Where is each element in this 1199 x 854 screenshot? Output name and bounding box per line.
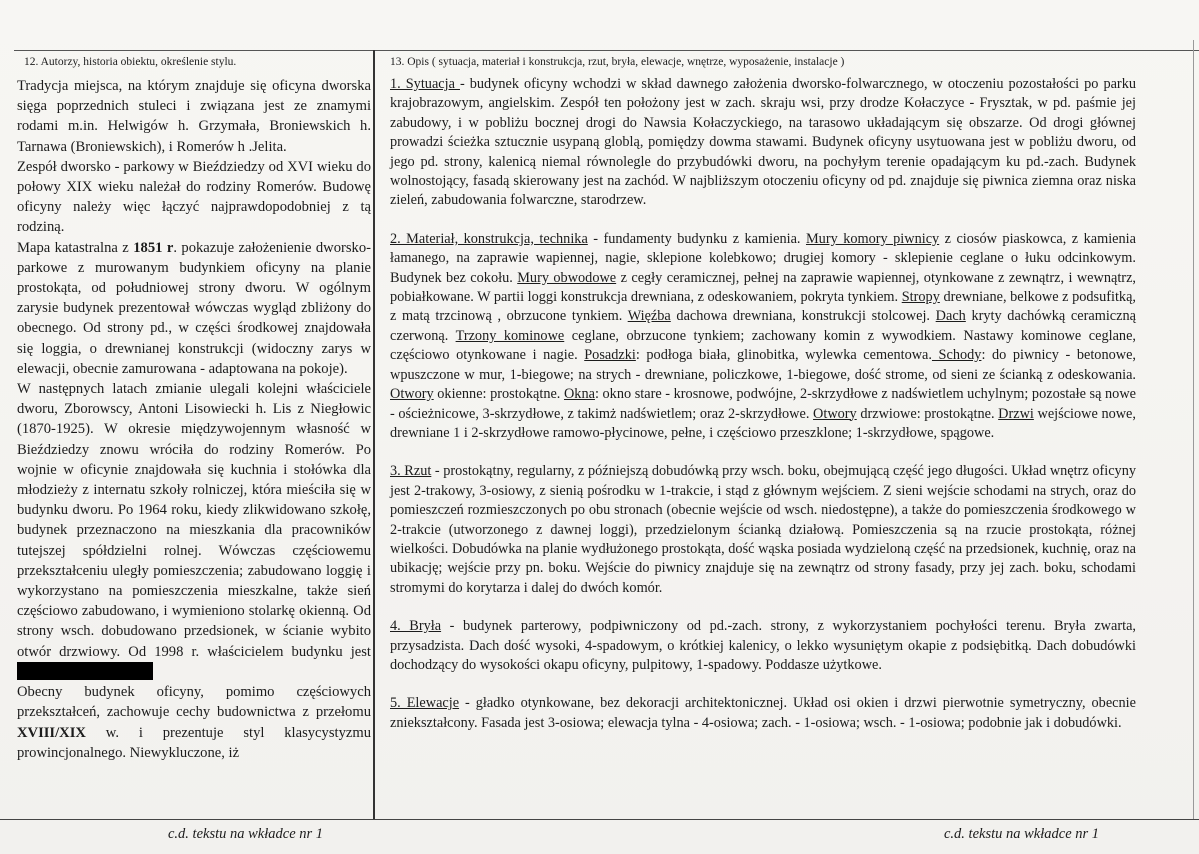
section-materials-title: 2. Materiał, konstrukcja, technika (390, 230, 588, 247)
section-massing (390, 617, 1136, 675)
materials-text: - fundamenty budynku z kamienia. (587, 230, 806, 247)
materials-text: okienne: prostokątne. (433, 386, 564, 403)
history-paragraph-3-start: Mapa katastralna z (17, 239, 134, 256)
term-ceilings: Stropy (901, 289, 940, 306)
term-roof-truss: Więźba (627, 308, 671, 325)
materials-text: z ciosów piaskowca, z kamienia łamanego, na zaprawie wapiennej, nagie, sklepione kolebkowo; drugiej komory - sklepienie ceglane o łuku odcinkowym. Budynek bez cokołu. (390, 230, 1136, 286)
materials-text: : podłoga biała, glinobitka, wylewka cementowa. (635, 347, 932, 364)
materials-text: ceglane, obrzucone tynkiem; zachowany komin z wywodkiem. Nastawy kominowe ceglane, częściowo otynkowane i nagie. (390, 327, 1136, 364)
section-materials (390, 230, 1136, 443)
right-column-header: 13. Opis ( sytuacja, materiał i konstrukcja, rzut, bryła, elewacje, wnętrze, wyposażenie, instalacje ) (390, 56, 845, 68)
history-paragraph-3 (17, 238, 371, 379)
term-window-openings: Otwory (390, 386, 434, 403)
section-situation-text: - budynek oficyny wchodzi w skład dawnego założenia dworsko-folwarcznego, w otoczeniu pozostałości po parku krajobrazowym, angielskim. Zespół ten położony jest w zach. skraju wsi, przy drodze Kołaczyce - Frysztak, w pd. paśmie jej zabudowy, i w pobliżu bocznej drogi do Nawsia Kołaczyckiego, na tarasowo układającym się obszarze. Od drogi głównej prowadzi ścieżka sztucznie usypaną globlą, pomiędzy dowma stawami. Budynek oficyny usytuowana jest w pobliżu dworu, od jego pd. strony, kalenicą niemal równolegle do przybudówki dworu, na pochyłym terenie opadającym ku pd.-zach. Budynek wolnostojący, fasadą skierowany jest na zachód. W najbliższym otoczeniu oficyny od pd. znajduje się piwnica ziemna oraz niska zieleń, zabudowania folwarczne, starodrzew. (390, 76, 1136, 209)
section-plan-title: 3. Rzut (390, 463, 432, 480)
left-column-header: 12. Autorzy, historia obiektu, określenie stylu. (24, 56, 237, 68)
bottom-rule (0, 819, 1199, 820)
term-roof: Dach (935, 308, 966, 325)
materials-text: z cegły ceramicznej, pełnej na zaprawie wapiennej, otynkowane z zewnątrz, i wewnątrz, pobiałkowane. W partii loggi konstrukcja drewniana, z odeskowaniem, pokryta tynkiem. (390, 269, 1136, 306)
materials-text: drewniane, belkowe z podsufitką, z matą trzcinową , obrzucone tynkiem. (390, 289, 1137, 325)
redacted-owner-block (17, 662, 153, 680)
term-door-openings: Otwory (813, 405, 857, 422)
history-paragraph-5-start: Obecny budynek oficyny, pomimo częściowych przekształceń, zachowuje cechy budownictwa z przełomu (17, 684, 371, 721)
term-outer-walls: Mury obwodowe (517, 269, 617, 286)
section-massing-title: 4. Bryła (390, 618, 442, 635)
term-stairs: Schody (931, 347, 982, 364)
section-elevations (390, 694, 1136, 733)
materials-text: wejściowe nowe, drewniane 1 i 2-skrzydłowe ramowo-płycinowe, pełne, i częściowo przeszklone; 1-skrzydłowe, spągowe. (390, 405, 1136, 441)
section-situation (390, 75, 1136, 211)
term-floors: Posadzki (584, 347, 636, 364)
term-doors: Drzwi (998, 405, 1034, 422)
history-paragraph-3-rest: . pokazuje założenienie dworsko-parkowe z murowanym budynkiem oficyny na planie prostokąta, od południowej strony dworu. W ogólnym zarysie budynek prezentował wówczas wygląd zbliżony do obecnego. Od strony pd., w części środkowej znajdowała się loggia, o drewnianej konstrukcji (widoczny zarys w elewacji, obecnie zamurowana - adaptowana na pokoje). (17, 239, 371, 377)
column-divider (373, 50, 375, 819)
materials-text: dachowa drewniana, konstrukcji stolcowej. (670, 308, 936, 325)
materials-text: drzwiowe: prostokątne. (856, 405, 999, 422)
term-chimneys: Trzony kominowe (455, 327, 565, 344)
footer-note-left: c.d. tekstu na wkładce nr 1 (168, 826, 324, 842)
history-paragraph-2: Zespół dworsko - parkowy w Bieździedzy od XVI wieku do połowy XIX wieku należał do rodziny Romerów. Budowę oficyny należy więc łączyć najprawdopodobniej z tą rodziną. (17, 158, 371, 236)
history-paragraph-4-text: W następnych latach zmianie ulegali kolejni właściciele dworu, Zborowscy, Antoni Lisowiecki h. Lis z Niegłowic (1870-1925). W okresie międzywojennym własność w Bieździedzy znowu wróciła do rodziny Romerów. Po wojnie w oficynie znajdowała się kuchnia i stołówka dla młodzieży z internatu szkoły rolniczej, która mieściła się w budynku dworu. Po 1964 roku, kiedy zlikwidowano szkołę, budynek przeznaczono na mieszkania dla pracowników tutejszej spółdzielni rolnej. Wówczas częściowemu przekształceniu uległy pomieszczenia; zabudowano loggię i wykorzystano na pomieszczenia mieszkalne, także sień częściowo zabudowano, i wymieniono stolarkę okienną. Od strony wsch. dobudowano przedsionek, w ścianie wybito otwór drzwiowy. Od 1998 r. właścicielem budynku jest (17, 381, 371, 660)
history-paragraph-1: Tradycja miejsca, na którym znajduje się oficyna dworska sięga poprzednich stuleci i związana jest ze znamymi rodami m.in. Helwigów h. Grzymała, Broniewskich h. Tarnawa (Broniewskich), i Romerów h .Jelita. (17, 78, 371, 155)
materials-text: : do piwnicy - betonowe, wpuszczone w mur, 1-biegowe; na strych - drewniane, policzkowe, 1-biegowe, dość strome, od sieni ze ścianką z odeskowania. (390, 347, 1136, 383)
term-cellar-walls: Mury komory piwnicy (805, 230, 940, 247)
history-paragraph-4 (17, 379, 371, 682)
century-label: XVIII/XIX (17, 724, 86, 741)
section-elevations-title: 5. Elewacje (390, 695, 460, 712)
section-elevations-text: - gładko otynkowane, bez dekoracji architektonicznej. Układ osi okien i drzwi pierwotnie symetryczny, obecnie zniekształcony. Fasada jest 3-osiowa; elewacja tylna - 4-osiowa; zach. - 1-osiowa; wsch. - 1-osiowa; podobnie jak i dobudówki. (390, 695, 1136, 731)
section-plan (390, 462, 1136, 598)
history-paragraph-5-rest: w. i prezentuje styl klasycystyzmu prowincjonalnego. Niewykluczone, iż (17, 724, 371, 761)
footer-note-right: c.d. tekstu na wkładce nr 1 (944, 826, 1100, 842)
materials-text: : okno stare - krosnowe, podwójne, 2-skrzydłowe z nadświetlem uchylnym; pozostałe są nowe - ościeżnicowe, 3-skrzydłowe, z takimż nadświetlem; oraz 2-skrzydłowe. (390, 386, 1136, 422)
top-rule (14, 50, 1199, 51)
history-column (17, 76, 371, 763)
section-massing-text: - budynek parterowy, podpiwniczony od pd.-zach. strony, z wykorzystaniem pochyłości terenu. Bryła zwarta, przysadzista. Dach dość wysoki, 4-spadowym, o krótkiej kalenicy, o lekko wysuniętym okapie z podsiębitką. Dach dobudówki dochodzący do wysokości okapu oficyny, pulpitowy, 1-spadowy. Poddasze użytkowe. (390, 618, 1137, 673)
history-paragraph-5 (17, 682, 371, 763)
section-plan-text: - prostokątny, regularny, z późniejszą dobudówką przy wsch. boku, obejmującą część jego długości. Układ wnętrz oficyny jest 2-trakowy, 3-osiowy, z sienią pośrodku w 1-trakcie, i stąd z głównym wejściem. Z sieni wejście schodami na strych, oraz do pomieszczeń rozmieszczonych po obu stronach (obecnie wejście od wsch. niedostępne), a także do pomieszczenia środkowego w 2-trakcie (utworzonego z dawnej loggi), przedzielonym ścianką działową. Pomieszczenia są na rzucie prostokąta, różnej wielkości. Dobudówka na planie wydłużonego prostokąta, dość wąska posiada wydzieloną część na przedsionek, kuchnię, oraz na ubikację; wejście przy pn. boku. Wejście do piwnicy znajduje się na zewnątrz od strony fasady, przy jej zach. boku, schodami stromymi do korytarza i dalej do dwóch komór. (390, 463, 1136, 596)
description-column (390, 75, 1136, 752)
term-windows: Okna (563, 386, 595, 403)
materials-text: kryty dachówką ceramiczną czerwoną. (390, 308, 1136, 344)
section-situation-title: 1. Sytuacja (390, 76, 460, 92)
right-edge-line (1193, 40, 1194, 820)
cadastral-map-year: 1851 r (133, 239, 174, 256)
